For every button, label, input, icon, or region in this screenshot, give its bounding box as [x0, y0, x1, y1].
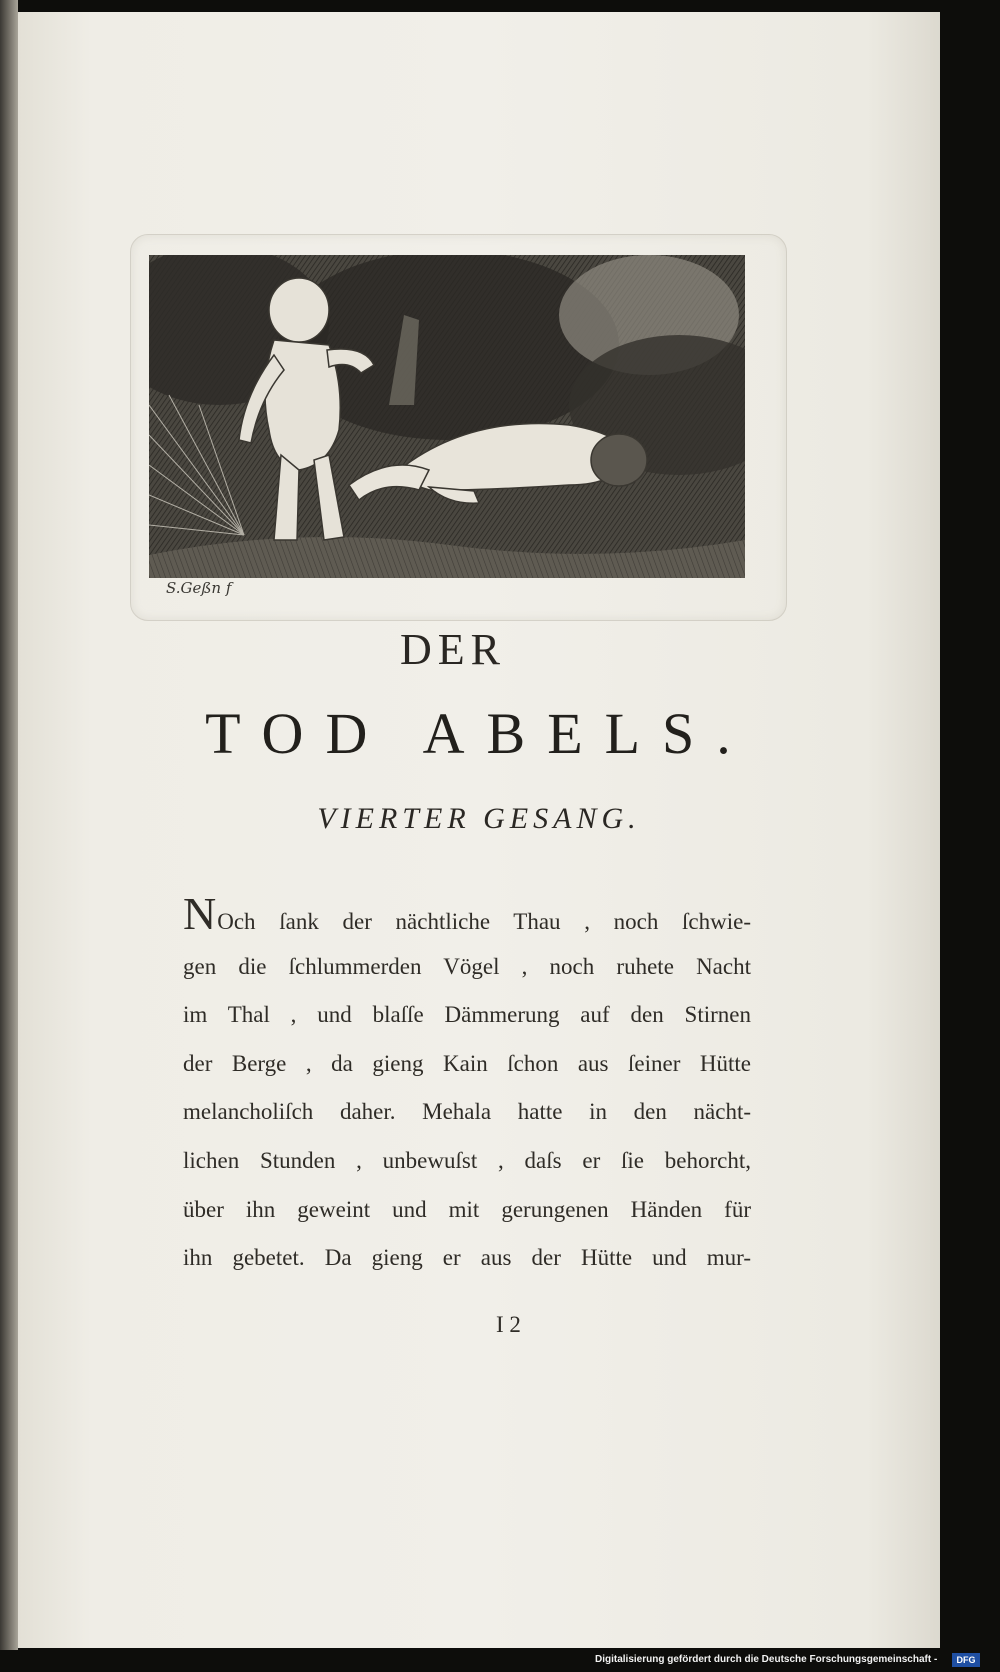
book-page — [18, 12, 940, 1648]
book-edge — [0, 0, 18, 1650]
engraving-vignette — [149, 255, 745, 578]
text-line: melancholiſch daher. Mehala hatte in den nächt- — [183, 1099, 751, 1125]
text-line: im Thal , und blaſſe Dämmerung auf den Stirnen — [183, 1002, 751, 1028]
engraver-signature: S.Geßn f — [166, 579, 232, 597]
signature-mark: I 2 — [496, 1312, 521, 1337]
body-text — [183, 888, 751, 1283]
text-line — [183, 888, 751, 943]
footer-credit: Digitalisierung gefördert durch die Deutsche Forschungsgemeinschaft - — [595, 1654, 938, 1665]
line-text: Och ſank der nächtliche Thau , noch ſchwie- — [217, 909, 751, 934]
text-line: über ihn geweint und mit gerungenen Händen für — [183, 1196, 751, 1222]
dropcap: N — [183, 888, 217, 939]
text-line: ihn gebetet. Da gieng er aus der Hütte und mur- — [183, 1245, 751, 1271]
title-tod-abels: TOD ABELS. — [205, 701, 753, 766]
text-line: der Berge , da gieng Kain ſchon aus ſeiner Hütte — [183, 1050, 751, 1076]
dfg-logo-icon: DFG — [952, 1653, 980, 1667]
text-line: lichen Stunden , unbewuſst , daſs er ſie behorcht, — [183, 1147, 751, 1173]
subtitle-gesang: VIERTER GESANG. — [317, 802, 641, 835]
text-line: gen die ſchlummerden Vögel , noch ruhete Nacht — [183, 953, 751, 979]
title-der: DER — [400, 625, 506, 674]
